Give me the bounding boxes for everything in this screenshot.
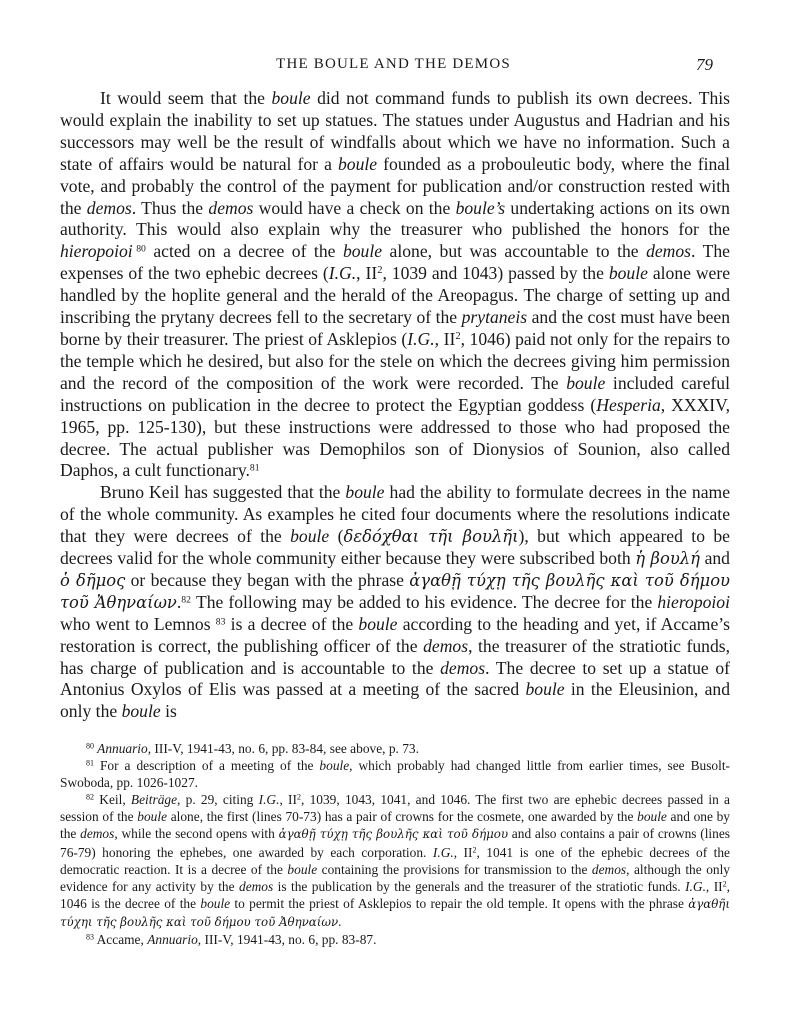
text-span: , II [356,263,378,284]
text-span: , 1046 is the decree of the [60,878,730,911]
text-span: , II [705,878,723,894]
text-span: alone, the first (lines 70-73) has a pair of crowns for the cosmete, one awarded by the [167,809,638,825]
italic-term: boule [290,526,330,547]
citation-abbrev: I.G. [328,263,357,284]
citation-abbrev: I.G. [407,328,435,349]
running-head: THE BOULE AND THE DEMOS [276,56,511,72]
italic-term: boule [566,372,606,393]
text-span: is [160,701,177,722]
citation-abbrev: I.G. [258,792,280,808]
text-span: according to the heading and yet, if Accame’s restoration is correct, the publishing officer of the [60,613,730,656]
footnote-number: 83 [86,932,95,942]
text-span: , XXXIV, 1965, pp. 125-130), but these instructions were addressed to those who had proposed the decree. The actual publisher was Demophilos son of Dionysios of Sounion, also called Daphos, a cult functionary. [60,394,730,481]
italic-term: boule [121,701,161,722]
text-span: , II [279,792,297,808]
book-title: Beiträge [130,792,178,808]
text-span: is the publication by the generals and the treasurer of the stratiotic funds. [273,878,686,894]
italic-term: demos [591,861,627,877]
italic-term: boule [337,153,378,174]
text-span: alone, but was accountable to the [382,241,647,262]
footnotes [60,740,730,948]
text-span: included careful instructions on publication in the decree to protect the Egyptian goddess ( [60,372,730,415]
text-span: , although the only evidence for any activity by the [60,861,731,894]
footnote-ref-83[interactable]: 83 [215,616,226,628]
page-header [60,56,727,80]
italic-term: boule’s [455,197,506,218]
italic-term: demos [86,197,132,218]
greek-phrase: ὁ δῆμος [60,570,126,590]
citation-abbrev: I.G. [685,878,706,894]
text-span: , 1041 is one of the ephebic decrees of the democratic reaction. It is a decree of the [60,844,731,877]
text-span: The following may be added to his evidence. The decree for the [190,591,658,612]
text-span: ( [329,526,344,547]
footnote-ref-81[interactable]: 81 [249,463,260,475]
italic-term: demos [208,197,254,218]
italic-term: hieropoioi [657,591,730,612]
text-span: Keil, [94,792,131,808]
italic-term: boule [358,613,398,634]
italic-term: boule [287,861,318,877]
footnote-number: 80 [86,741,95,751]
text-span: founded as a probouleutic body, where the final vote, and probably the control of the payment for publication and/or construction rested with the [60,153,730,218]
page-number: 79 [696,55,713,74]
italic-term: boule [200,895,231,911]
edition-superscript: 2 [296,792,301,802]
italic-term: boule [608,263,648,284]
text-span: Bruno Keil has suggested that the [100,482,346,503]
text-span: and one by the [60,809,730,842]
text-span: , 1039 and 1043) passed by the [382,263,609,284]
text-span: , III-V, 1941-43, no. 6, pp. 83-84, see above, p. 73. [147,741,419,756]
text-span: . Thus the [131,197,209,218]
text-span: , II [453,844,473,860]
text-span: would have a check on the [253,197,456,218]
italic-term: boule [342,241,383,262]
text-span: , which probably had changed little from earlier times, see Busolt-Swoboda, pp. 1026-1027. [60,758,730,791]
text-span: who went to Lemnos [60,613,216,634]
text-span: It would seem that the [100,88,272,108]
italic-term: boule [271,88,311,108]
text-span: , II [434,328,456,349]
text-span: undertaking actions on its own authority. This would also explain why the treasurer who published the honors for the [60,197,730,240]
text-span: Accame, [94,932,148,948]
text-span: acted on a decree of the [145,241,343,262]
text-span: , p. 29, citing [177,792,259,808]
paragraph-2 [60,482,730,723]
text-span: had the ability to formulate decrees in the name of the whole community. As examples he cited four documents where the resolutions indicate that they were decrees of the [60,482,731,547]
italic-term: boule [319,758,350,774]
edition-superscript: 2 [377,265,383,277]
journal-title: Hesperia [596,394,661,415]
italic-term: demos [423,635,469,656]
text-span: and also contains a pair of crowns (lines 76-79) honoring the ephebes, one awarded by each corporation. [60,826,731,860]
text-span: and [699,548,730,569]
text-span: , 1039, 1043, 1041, and 1046. The first two are ephebic decrees passed in a session of the [60,792,730,825]
italic-term: demos [646,241,692,262]
footnote-82 [60,791,730,931]
journal-title: Annuario [94,741,148,756]
text-span: . [176,591,182,612]
footnote-ref-80[interactable]: 80 [136,244,146,256]
italic-term: hieropoioi [60,241,133,262]
text-span: , III-V, 1941-43, no. 6, pp. 83-87. [197,932,377,948]
greek-phrase: ἀγαθῇ τύχῃ τῆς βουλῆς καὶ τοῦ δήμου [278,827,509,842]
text-span: and the cost must have been borne by their treasurer. The priest of Asklepios ( [60,307,730,349]
edition-superscript: 2 [472,845,477,855]
text-span: to permit the priest of Asklepios to repair the old temple. It opens with the phrase [230,895,689,911]
greek-phrase: ἀγαθῆι τύχηι τῆς βουλῆς καὶ τοῦ δήμου τοῦ Ἀθηναίων [60,896,730,929]
footnote-81 [60,757,730,791]
italic-term: boule [345,482,385,503]
greek-phrase: ἡ βουλή [635,549,700,569]
footnote-number: 81 [86,758,95,768]
text-span: in the Eleusinion, and only the [60,679,730,722]
text-span: . The decree to set up a statue of Antonius Oxylos of Elis was passed at a meeting of the sacred [60,657,730,700]
footnote-number: 82 [86,792,95,802]
text-span: alone were handled by the hoplite general and the herald of the Areopagus. The charge of setting up and inscribing the prytany decrees fell to the secretary of the [60,263,731,328]
text-span: did not command funds to publish its own decrees. This would explain the inability to set up statues. The statues under Augustus and Hadrian and his successors may well be the result of windfalls about which we have no information. Such a state of affairs would be natural for a [60,88,730,174]
text-span: , 1046) paid not only for the repairs to the temple which he desired, but also for the stele on which the decrees giving him permission and the record of the composition of the work were recorded. The [60,328,731,393]
paragraph-1 [60,88,730,482]
text-span: or because they began with the phrase [125,569,410,590]
italic-term: boule [525,679,565,700]
citation-abbrev: I.G. [432,844,454,860]
text-span: . The expenses of the two ephebic decrees ( [60,241,730,284]
italic-term: demos [80,826,115,842]
text-span: is a decree of the [225,613,359,634]
edition-superscript: 2 [722,879,727,889]
italic-term: demos [440,657,486,678]
text-span: ), but which appeared to be decrees valid for the whole community either because they were subscribed both [60,526,730,569]
footnote-ref-82[interactable]: 82 [181,594,191,606]
text-span: , while the second opens with [114,826,279,842]
greek-phrase: δεδόχθαι τῆι βουλῆι [343,527,519,547]
text-span: , the treasurer of the stratiotic funds, has charge of publication and is accountable to the [60,635,730,678]
text-span: For a description of a meeting of the [94,758,320,774]
text-span: containing the provisions for transmission to the [317,861,592,877]
journal-title: Annuario [147,932,198,948]
edition-superscript: 2 [455,331,461,343]
italic-term: boule [137,809,168,825]
body-text [60,88,730,723]
italic-term: boule [637,809,667,825]
greek-phrase: ἀγαθῇ τύχῃ τῆς βουλῆς καὶ τοῦ δήμου τοῦ Ἀθηναίων [60,570,730,612]
footnote-83 [60,931,730,948]
text-span: . [338,913,342,929]
italic-term: prytaneis [461,307,528,328]
footnote-80 [60,740,730,757]
italic-term: demos [239,878,274,894]
